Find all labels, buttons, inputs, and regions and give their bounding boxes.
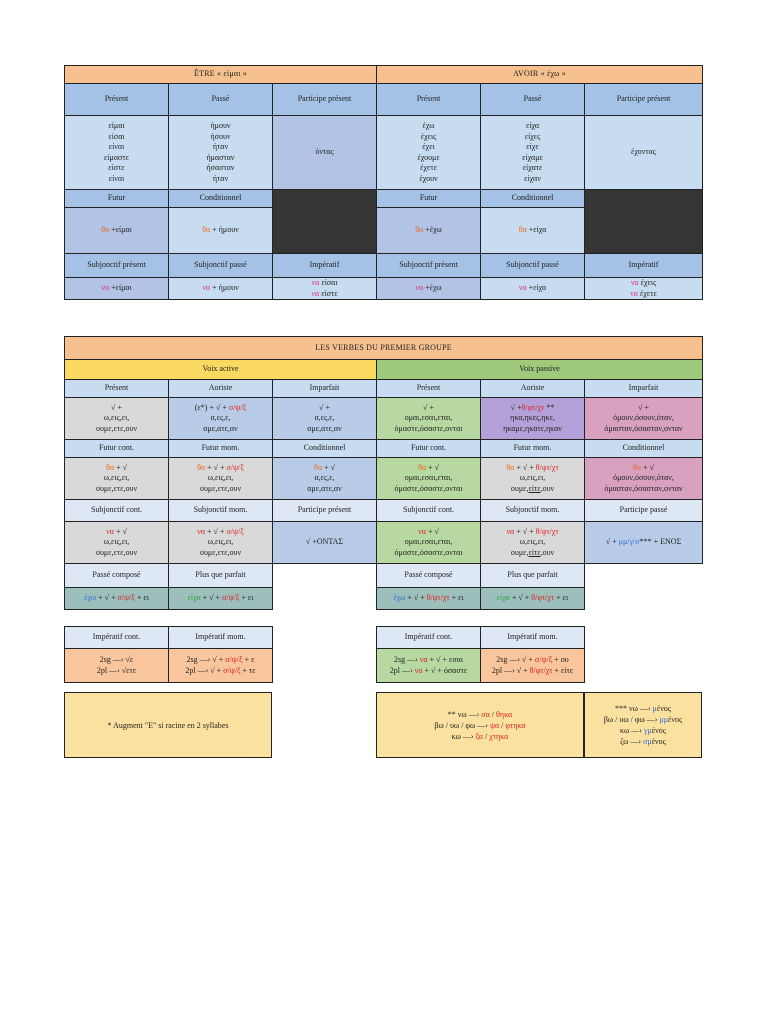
header-pas-pqp: Plus que parfait [481, 564, 585, 588]
header-pas-imparfait: Imparfait [585, 380, 703, 398]
header-avoir-subj-passe: Subjonctif passé [481, 254, 585, 278]
header-pas-subj-mom: Subjonctif mom. [481, 500, 585, 522]
header-pas-aoriste: Aoriste [481, 380, 585, 398]
act-present-cell: √ + ω,εις,ει, ουμε,ετε,ουν [65, 398, 169, 440]
header-act-futur-mom: Futur mom. [169, 440, 273, 458]
header-etre-passe: Passé [169, 84, 273, 116]
etre-futur-cell: θα +είμαι [65, 208, 169, 254]
header-etre-futur: Futur [65, 190, 169, 208]
pas-futur-mom-cell: θα + √ + θ/φτ/χτ ω,εις,ει, ουμε,είτε,ουν [481, 458, 585, 500]
avoir-futur-cell: θα +έχω [377, 208, 481, 254]
header-act-futur-cont: Futur cont. [65, 440, 169, 458]
header-avoir-imperatif: Impératif [585, 254, 703, 278]
etre-subj-present-cell: να +είμαι [65, 278, 169, 300]
header-etre-subj-passe: Subjonctif passé [169, 254, 273, 278]
header-act-present: Présent [65, 380, 169, 398]
avoir-participe-cell: έχοντας [585, 116, 703, 190]
pas-imparfait-cell: √ + όμουν,όσουν,όταν, όμασταν,όσασταν,ονταν [585, 398, 703, 440]
pas-pqp-cell: είχα + √ + θ/φτ/χτ + ει [481, 588, 585, 610]
header-avoir-present: Présent [377, 84, 481, 116]
aoriste-suffix-note: ** νω —› σα / θηκα βω / υω / φω —› ψα / φτηκα κω —› ξα / χτηκα [376, 692, 584, 758]
header-act-imparfait: Imparfait [273, 380, 377, 398]
header-etre-imperatif: Impératif [273, 254, 377, 278]
header-etre-conditionnel: Conditionnel [169, 190, 273, 208]
pas-futur-cont-cell: θα + √ ομαι,εσαι,εται, όμαστε,όσαστε,ονται [377, 458, 481, 500]
avoir-subj-present-cell: να +έχω [377, 278, 481, 300]
avoir-imperatif-cell: να έχεις να έχετε [585, 278, 703, 300]
header-avoir-futur: Futur [377, 190, 481, 208]
act-imparfait-cell: √ + α,ες,ε, αμε,ατε,αν [273, 398, 377, 440]
pas-cond-cell: θα + √ όμουν,όσουν,όταν, όμασταν,όσασταν,ονταν [585, 458, 703, 500]
act-pqp-cell: είχα + √ + σ/ψ/ξ + ει [169, 588, 273, 610]
premier-groupe-table [64, 336, 703, 610]
header-imp-act-cont: Impératif cont. [65, 627, 169, 649]
act-subj-cont-cell: να + √ ω,εις,ει, ουμε,ετε,ουν [65, 522, 169, 564]
imperatif-active-table [64, 626, 273, 683]
imp-pas-cont-cell: 2sg —› να + √ + εσαι 2pl —› να + √ + όσαστε [377, 649, 481, 683]
header-pas-futur-mom: Futur mom. [481, 440, 585, 458]
etre-imperatif-cell: να είσαι να είστε [273, 278, 377, 300]
header-act-passe-compose: Passé composé [65, 564, 169, 588]
imp-pas-mom-cell: 2sg —› √ + σ/ψ/ξ + ου 2pl —› √ + θ/φτ/χτ + είτε [481, 649, 585, 683]
header-avoir-participe: Participe présent [585, 84, 703, 116]
empty-dark-cell [273, 190, 377, 254]
header-imp-pas-cont: Impératif cont. [377, 627, 481, 649]
act-cond-cell: θα + √ α,ες,ε, αμε,ατε,αν [273, 458, 377, 500]
voix-passive-header: Voix passive [377, 360, 703, 380]
pas-passe-compose-cell: έχω + √ + θ/φτ/χτ + ει [377, 588, 481, 610]
participe-suffix-note: *** νω —› μένος βω / υω / φω —› μμένος κω —› γμένος ζω —› σμένος [584, 692, 702, 758]
etre-subj-passe-cell: να + ήμουν [169, 278, 273, 300]
imp-act-cont-cell: 2sg —› √ε 2pl —› √ετε [65, 649, 169, 683]
header-act-aoriste: Aoriste [169, 380, 273, 398]
act-subj-mom-cell: να + √ + σ/ψ/ξ ω,εις,ει, ουμε,ετε,ουν [169, 522, 273, 564]
header-etre-participe: Participe présent [273, 84, 377, 116]
etre-present-cell: είμαι είσαι είναι είμαστε είστε είναι [65, 116, 169, 190]
pas-present-cell: √ + ομαι,εσαι,εται, όμαστε,όσαστε,ονται [377, 398, 481, 440]
etre-cond-cell: θα + ήμουν [169, 208, 273, 254]
header-pas-futur-cont: Futur cont. [377, 440, 481, 458]
header-act-participe: Participe présent [273, 500, 377, 522]
header-act-subj-mom: Subjonctif mom. [169, 500, 273, 522]
header-etre-subj-present: Subjonctif présent [65, 254, 169, 278]
header-avoir-passe: Passé [481, 84, 585, 116]
act-passe-compose-cell: έχω + √ + σ/ψ/ξ + ει [65, 588, 169, 610]
header-avoir-conditionnel: Conditionnel [481, 190, 585, 208]
act-futur-mom-cell: θα + √ + σ/ψ/ξ ω,εις,ει, ουμε,ετε,ουν [169, 458, 273, 500]
header-imp-act-mom: Impératif mom. [169, 627, 273, 649]
pas-aoriste-cell: √ +θ/φτ/χτ ** ηκα,ηκες,ηκε, ηκαμε,ηκατε,ηκαν [481, 398, 585, 440]
act-aoriste-cell: (ε*) + √ + σ/ψ/ξ α,ες,ε, αμε,ατε,αν [169, 398, 273, 440]
imp-act-mom-cell: 2sg —› √ + σ/ψ/ξ + ε 2pl —› √ + σ/ψ/ξ + τε [169, 649, 273, 683]
header-pas-passe-compose: Passé composé [377, 564, 481, 588]
pas-participe-cell: √ + μμ/γ/σ*** + ΕΝΟΣ [585, 522, 703, 564]
pas-subj-cont-cell: να + √ ομαι,εσαι,εται, όμαστε,όσαστε,ονται [377, 522, 481, 564]
groupe-title: LES VERBES DU PREMIER GROUPE [65, 337, 703, 360]
etre-title: ÊTRE « είμαι » [65, 66, 377, 84]
etre-participe-cell: όντας [273, 116, 377, 190]
act-participe-cell: √ +ΟΝΤΑΣ [273, 522, 377, 564]
avoir-present-cell: έχω έχεις έχει έχουμε έχετε έχουν [377, 116, 481, 190]
header-pas-conditionnel: Conditionnel [585, 440, 703, 458]
header-act-conditionnel: Conditionnel [273, 440, 377, 458]
voix-active-header: Voix active [65, 360, 377, 380]
augment-note: * Augment "E" si racine en 2 syllabes [64, 692, 272, 758]
etre-passe-cell: ήμουν ήσουν ήταν ήμασταν ήσασταν ήταν [169, 116, 273, 190]
imperatif-passive-table [376, 626, 585, 683]
header-etre-present: Présent [65, 84, 169, 116]
header-pas-present: Présent [377, 380, 481, 398]
avoir-title: AVOIR « έχω » [377, 66, 703, 84]
header-imp-pas-mom: Impératif mom. [481, 627, 585, 649]
etre-avoir-table [64, 65, 703, 300]
act-futur-cont-cell: θα + √ ω,εις,ει, ουμε,ετε,ουν [65, 458, 169, 500]
empty-dark-cell [585, 190, 703, 254]
avoir-passe-cell: είχα είχες είχε είχαμε είχατε είχαν [481, 116, 585, 190]
header-act-subj-cont: Subjonctif cont. [65, 500, 169, 522]
header-pas-participe: Participe passé [585, 500, 703, 522]
header-pas-subj-cont: Subjonctif cont. [377, 500, 481, 522]
header-avoir-subj-present: Subjonctif présent [377, 254, 481, 278]
avoir-cond-cell: θα +είχα [481, 208, 585, 254]
pas-subj-mom-cell: να + √ + θ/φτ/χτ ω,εις,ει, ουμε,είτε,ουν [481, 522, 585, 564]
avoir-subj-passe-cell: να +είχα [481, 278, 585, 300]
header-act-pqp: Plus que parfait [169, 564, 273, 588]
